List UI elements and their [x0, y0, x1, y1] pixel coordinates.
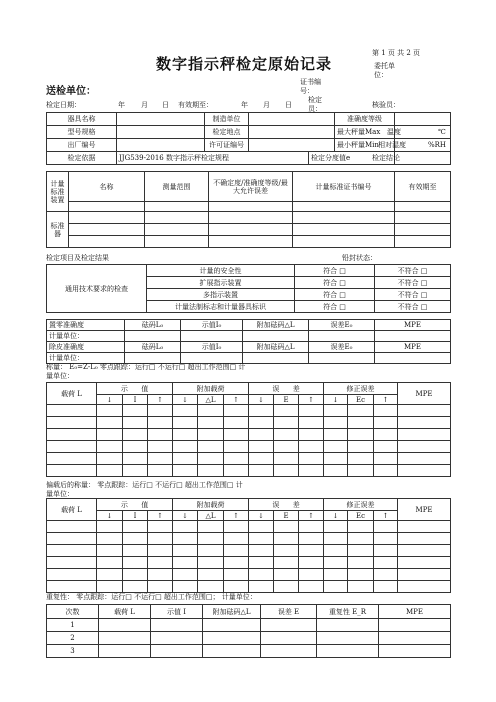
- date-day: 日: [162, 101, 169, 109]
- w1-sub-down2: ↓: [173, 395, 198, 405]
- w1-sub-up4: ↑: [374, 395, 398, 405]
- label-standard-device: 计量标准装置: [47, 172, 69, 212]
- general-check-table: [46, 264, 451, 313]
- zero-label: 置零准确度: [47, 320, 125, 331]
- label-division: 检定分度值e: [309, 152, 395, 165]
- zero-mpe: MPE: [375, 320, 451, 331]
- w2-col-indication: [97, 499, 173, 511]
- w2-sub-up2: ↑: [224, 511, 249, 521]
- check-extended-pass[interactable]: 符合 □: [295, 277, 375, 289]
- w1-col-error: [249, 383, 324, 395]
- w1-col-indication-a: 示: [120, 384, 128, 393]
- std-col-range: 测量范围: [145, 172, 209, 202]
- w1-col-error-b: 差: [292, 384, 300, 393]
- w1-col-indication-b: 值: [141, 384, 149, 393]
- rep-col-indication: 示值 I: [151, 605, 203, 619]
- w1-col-load: 载荷 L: [47, 383, 97, 405]
- w1-sub-up3: ↑: [299, 395, 324, 405]
- cert-no-label: 证书编号：: [300, 78, 321, 95]
- check-multi-fail[interactable]: 不符合 □: [375, 289, 451, 301]
- page-info: 第 1 页 共 2 页: [372, 49, 421, 57]
- verifier-label: 检定员：: [308, 96, 322, 113]
- std-col-name: 名称: [69, 172, 145, 202]
- rep-row-1: 1: [47, 619, 99, 632]
- w2-sub-up: ↑: [148, 511, 173, 521]
- label-manufacturer: 制造单位: [205, 113, 249, 126]
- weighing-unit: 量单位：: [46, 372, 74, 380]
- zero-tare-table: [46, 319, 451, 364]
- check-marking: 计量法制标志和计量器具标识: [147, 301, 295, 313]
- w2-sub-dl: △L: [198, 511, 224, 521]
- zero-unit: 计量单位：: [47, 331, 125, 342]
- label-serial: 出厂编号: [47, 139, 117, 152]
- std-col-uncertainty: 不确定度/准确度等级/最大允许误差: [209, 172, 293, 202]
- w2-col-extra: 附加载荷: [173, 499, 249, 511]
- w1-col-mpe: MPE: [398, 383, 451, 405]
- repeatability-title: 重复性： 零点跟踪：运行□ 不运行□ 超出工作范围□； 计量单位：: [46, 593, 257, 601]
- items-title: 检定项目及检定结果: [46, 254, 109, 262]
- temp-unit: ℃: [438, 128, 446, 136]
- eccentric-weighing-unit: 量单位：: [46, 490, 74, 498]
- rep-col-load: 载荷 L: [99, 605, 151, 619]
- w2-sub-up4: ↑: [374, 511, 398, 521]
- w2-col-indication-a: 示: [120, 500, 128, 509]
- check-marking-fail[interactable]: 不符合 □: [375, 301, 451, 313]
- standard-apparatus-table: [46, 171, 451, 248]
- label-standard-instrument: 标准器: [47, 212, 69, 248]
- valid-month: 月: [263, 101, 270, 109]
- std-col-valid: 有效期至: [395, 172, 451, 202]
- label-instrument-name: 器具名称: [47, 113, 117, 126]
- check-safety-fail[interactable]: 不符合 □: [375, 265, 451, 277]
- rep-col-error: 误差 E: [261, 605, 317, 619]
- w1-sub-e: E: [274, 395, 299, 405]
- seal-status: 铅封状态：: [342, 254, 377, 262]
- checker-label: 核验员：: [372, 101, 400, 109]
- label-temperature: 温度: [387, 128, 401, 136]
- w2-col-error-a: 误: [272, 500, 280, 509]
- label-basis: 检定依据: [47, 152, 117, 165]
- zero-load: 砝码L₀: [125, 320, 181, 331]
- label-location: 检定地点: [205, 126, 249, 139]
- w2-col-load: 载荷 L: [47, 499, 97, 521]
- w2-col-error: [249, 499, 324, 511]
- w2-sub-down: ↓: [97, 511, 123, 521]
- w1-col-extra: 附加载荷: [173, 383, 249, 395]
- date-label: 检定日期：: [46, 101, 81, 109]
- rep-col-mpe: MPE: [379, 605, 451, 619]
- tare-load: 砝码L₀: [125, 342, 181, 353]
- rep-col-repeatability: 重复性 E_R: [317, 605, 379, 619]
- w2-col-indication-b: 值: [141, 500, 149, 509]
- zero-extra: 附加砝码△L: [243, 320, 309, 331]
- w1-sub-up2: ↑: [224, 395, 249, 405]
- repeatability-table: [46, 604, 451, 658]
- check-safety-pass[interactable]: 符合 □: [295, 265, 375, 277]
- w1-col-error-a: 误: [272, 384, 280, 393]
- zero-error: 误差E₀: [309, 320, 375, 331]
- label-min: 最小秤量Min: [335, 139, 395, 152]
- rep-col-count: 次数: [47, 605, 99, 619]
- w1-sub-ec: Ec: [348, 395, 374, 405]
- eccentric-weighing-table: [46, 498, 451, 593]
- tare-mpe: MPE: [375, 342, 451, 353]
- zero-indication: 示值I₀: [181, 320, 243, 331]
- valid-year: 年: [241, 101, 248, 109]
- w2-sub-e: E: [274, 511, 299, 521]
- basis-value: JJG539-2016 数字指示秤检定规程: [117, 152, 309, 165]
- w2-sub-ec: Ec: [348, 511, 374, 521]
- label-license: 许可证编号: [205, 139, 249, 152]
- valid-day: 日: [285, 101, 292, 109]
- check-multi-pass[interactable]: 符合 □: [295, 289, 375, 301]
- check-extended-fail[interactable]: 不符合 □: [375, 277, 451, 289]
- page-title: 数字指示秤检定原始记录: [156, 55, 333, 73]
- date-year: 年: [118, 101, 125, 109]
- rep-row-2: 2: [47, 632, 99, 645]
- send-unit-label: 送检单位：: [46, 86, 96, 97]
- weighing-title: 称量： E₀=Z-L₀ 零点跟踪：运行□ 不运行□ 超出工作范围□ 计: [46, 363, 246, 371]
- w1-col-corrected: 修正误差: [324, 383, 398, 395]
- tare-label: 除皮准确度: [47, 342, 125, 353]
- w1-sub-down3: ↓: [249, 395, 274, 405]
- w1-sub-up: ↑: [148, 395, 173, 405]
- date-month: 月: [141, 101, 148, 109]
- client-label: 委托单位：: [374, 62, 395, 79]
- rep-row-3: 3: [47, 645, 99, 658]
- w1-sub-down4: ↓: [324, 395, 348, 405]
- w2-sub-down4: ↓: [324, 511, 348, 521]
- w2-sub-i: I: [123, 511, 148, 521]
- label-max: 最大秤量Max: [335, 126, 395, 139]
- w1-sub-dl: △L: [198, 395, 224, 405]
- label-accuracy-class: 准确度等级: [335, 113, 395, 126]
- weighing-table: [46, 382, 451, 477]
- label-conclusion: 检定结论: [372, 154, 400, 162]
- humidity-unit: %RH: [428, 141, 447, 149]
- w1-sub-down: ↓: [97, 395, 123, 405]
- eccentric-weighing-title: 偏载后的称量： 零点跟踪：运行□ 不运行□ 超出工作范围□ 计: [46, 481, 243, 489]
- check-marking-pass[interactable]: 符合 □: [295, 301, 375, 313]
- w2-col-error-b: 差: [292, 500, 300, 509]
- general-check-label: 通用技术要求的检查: [47, 265, 147, 313]
- valid-label: 有效期至：: [178, 101, 213, 109]
- rep-col-extra: 附加砝码△L: [203, 605, 261, 619]
- check-multi: 多指示装置: [147, 289, 295, 301]
- check-extended: 扩展指示装置: [147, 277, 295, 289]
- std-col-cert: 计量标准证书编号: [293, 172, 395, 202]
- label-humidity: 相对湿度: [378, 141, 406, 149]
- w1-col-indication: [97, 383, 173, 395]
- label-model: 型号规格: [47, 126, 117, 139]
- tare-unit: 计量单位：: [47, 353, 125, 364]
- w1-sub-i: I: [123, 395, 148, 405]
- tare-extra: 附加砝码△L: [243, 342, 309, 353]
- w2-sub-up3: ↑: [299, 511, 324, 521]
- tare-error: 误差E₀: [309, 342, 375, 353]
- w2-sub-down3: ↓: [249, 511, 274, 521]
- tare-indication: 示值I₀: [181, 342, 243, 353]
- check-safety: 计量的安全性: [147, 265, 295, 277]
- w2-col-mpe: MPE: [398, 499, 451, 521]
- w2-sub-down2: ↓: [173, 511, 198, 521]
- w2-col-corrected: 修正误差: [324, 499, 398, 511]
